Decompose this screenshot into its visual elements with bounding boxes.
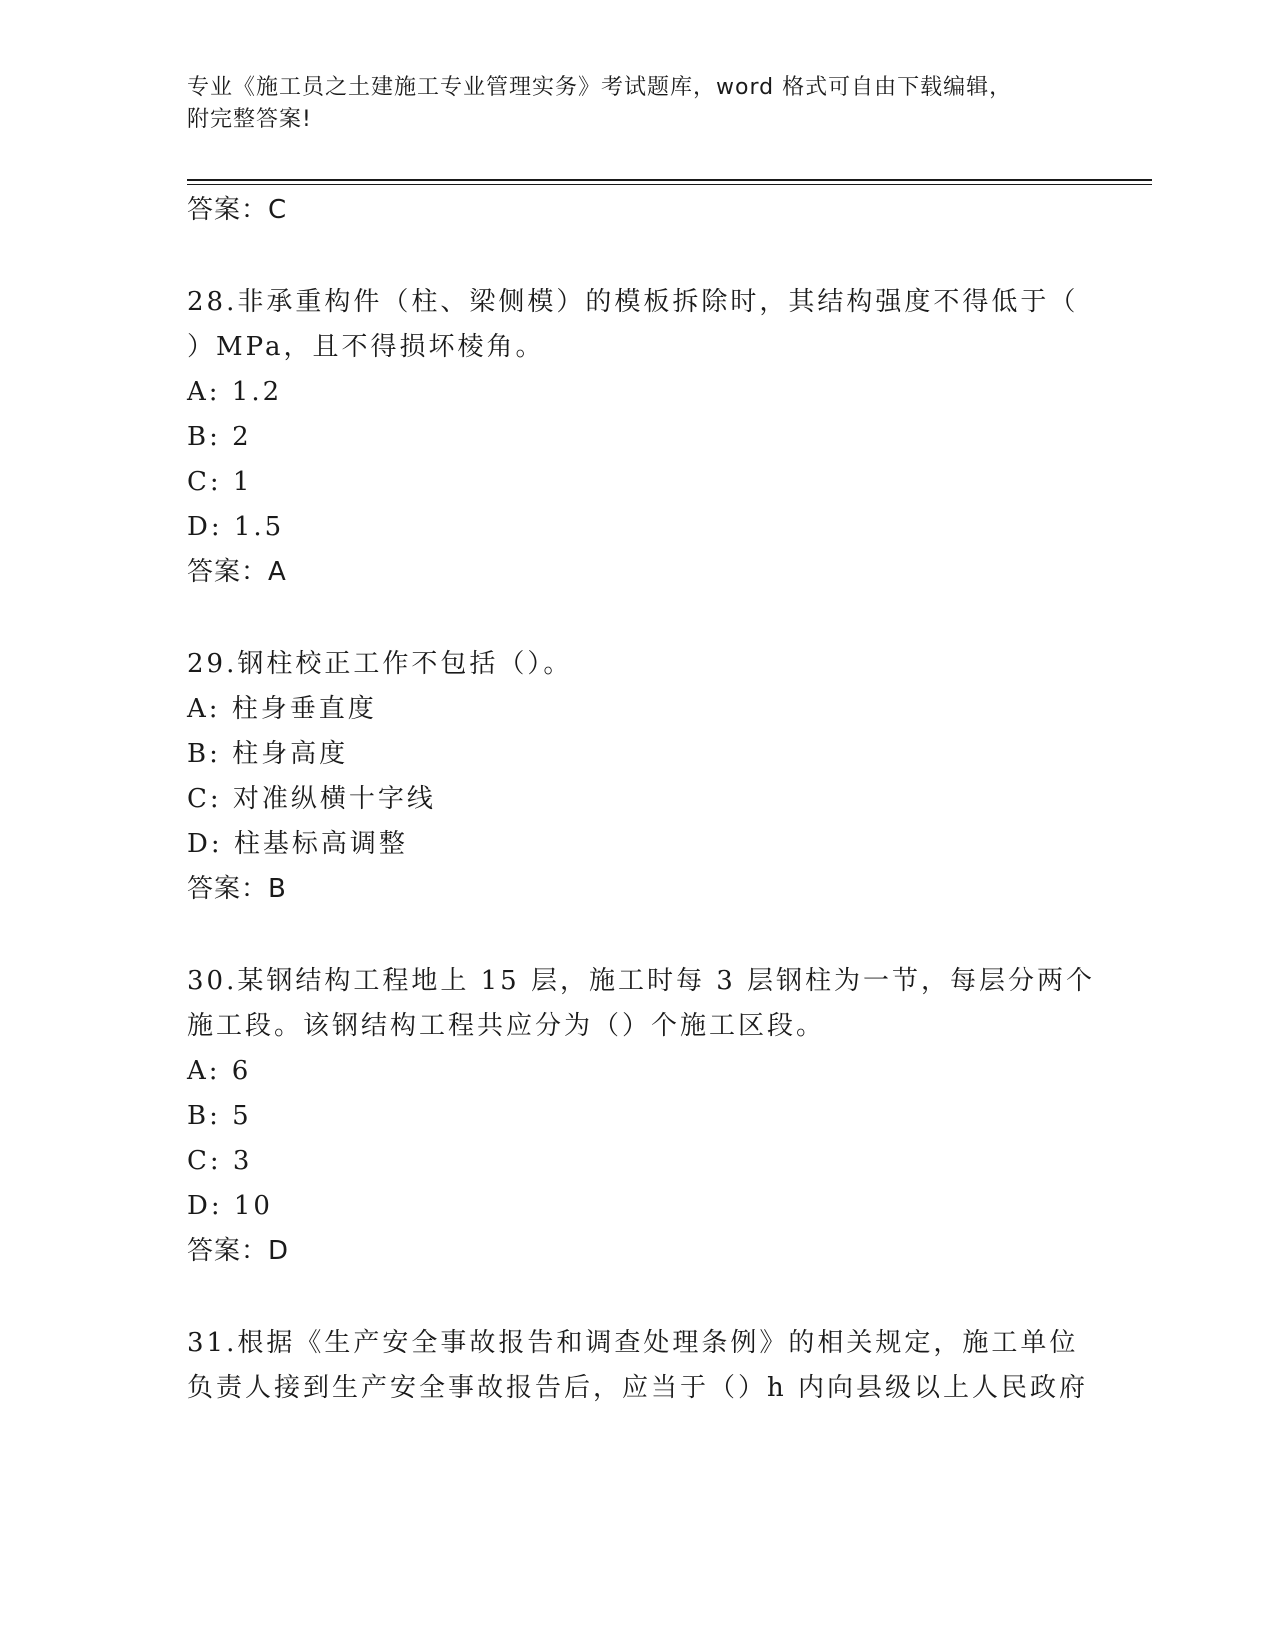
- question-29: [187, 642, 1087, 912]
- option-a: A: 1.2: [187, 377, 283, 407]
- option-a: A: 柱身垂直度: [187, 694, 377, 724]
- option-c: C: 对准纵横十字线: [187, 784, 436, 814]
- question-30: [187, 959, 1096, 1274]
- question-stem-continued: 负责人接到生产安全事故报告后，应当于（）h 内向县级以上人民政府: [187, 1373, 1089, 1403]
- header-line-2: 附完整答案!: [187, 107, 312, 132]
- question-stem: 28.非承重构件（柱、梁侧模）的模板拆除时，其结构强度不得低于（: [187, 287, 1079, 317]
- question-stem: 30.某钢结构工程地上 15 层，施工时每 3 层钢柱为一节，每层分两个: [187, 966, 1096, 996]
- spacer: [187, 233, 1087, 280]
- document-header-note: [187, 72, 1067, 136]
- option-b: B: 柱身高度: [187, 739, 349, 769]
- answer: 答案：A: [187, 557, 287, 587]
- question-stem-continued: 施工段。该钢结构工程共应分为（）个施工区段。: [187, 1011, 826, 1041]
- option-d: D: 柱基标高调整: [187, 829, 408, 859]
- previous-answer: 答案：C: [187, 195, 288, 225]
- question-31: [187, 1321, 1087, 1411]
- question-28: [187, 280, 1087, 595]
- answer: 答案：D: [187, 1236, 290, 1266]
- option-a: A: 6: [187, 1056, 252, 1086]
- option-c: C: 1: [187, 467, 253, 497]
- spacer: [187, 912, 1087, 959]
- option-d: D: 10: [187, 1191, 273, 1221]
- header-line-1: 专业《施工员之土建施工专业管理实务》考试题库，word 格式可自由下载编辑，: [187, 75, 1013, 100]
- option-b: B: 2: [187, 422, 252, 452]
- question-list: [187, 188, 1096, 1411]
- answer: 答案：B: [187, 874, 287, 904]
- question-stem: 29.钢柱校正工作不包括（）。: [187, 649, 573, 679]
- option-c: C: 3: [187, 1146, 253, 1176]
- spacer: [187, 1274, 1087, 1321]
- option-d: D: 1.5: [187, 512, 285, 542]
- question-stem: 31.根据《生产安全事故报告和调查处理条例》的相关规定，施工单位: [187, 1328, 1079, 1358]
- spacer: [187, 595, 1087, 642]
- header-divider: [187, 179, 1152, 185]
- question-stem-continued: ）MPa，且不得损坏棱角。: [187, 332, 545, 362]
- option-b: B: 5: [187, 1101, 252, 1131]
